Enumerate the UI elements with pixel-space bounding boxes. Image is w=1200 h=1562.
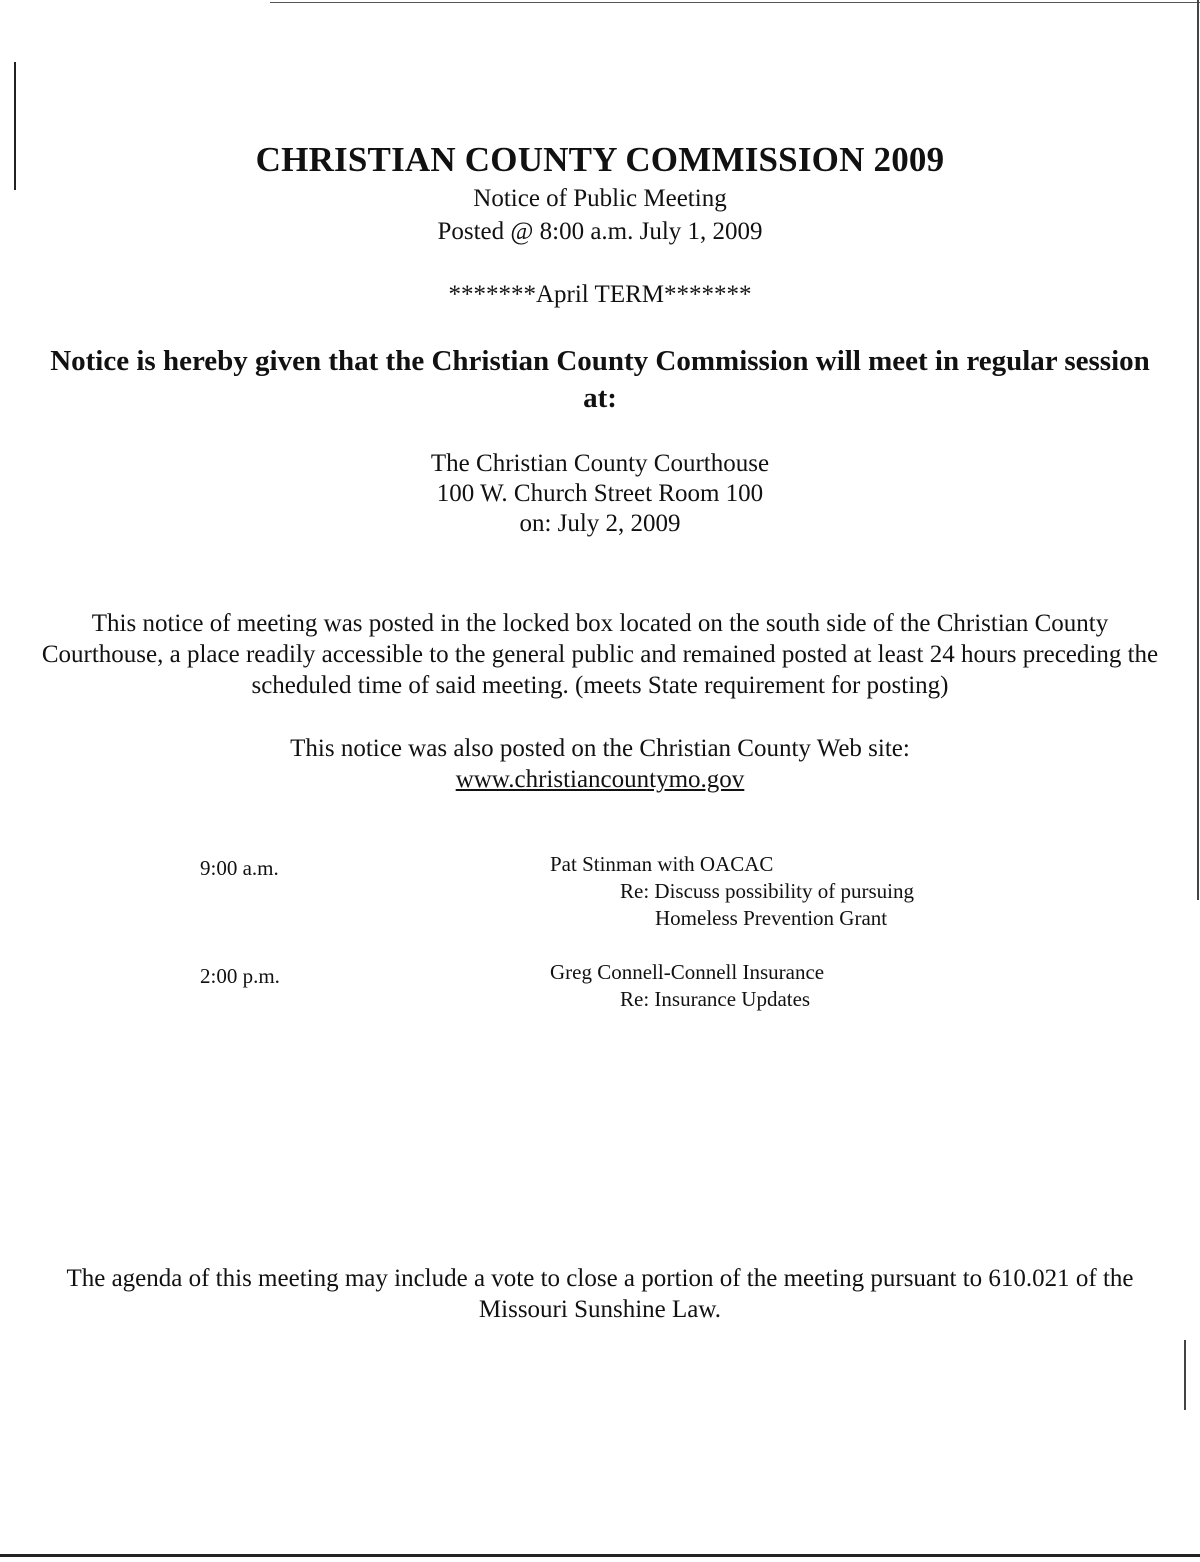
web-posting-line: This notice was also posted on the Christian County Web site: [290, 735, 910, 762]
location-date: on: July 2, 2009 [519, 510, 681, 537]
agenda-presenter: Greg Connell-Connell Insurance [550, 960, 825, 984]
scan-edge-right-lower [1184, 1340, 1186, 1410]
sunshine-law-note: The agenda of this meeting may include a vote to close a portion of the meeting pursuant to 610.021 of the Missouri Sunshine Law. [66, 1265, 1134, 1323]
posting-paragraph: This notice of meeting was posted in the locked box located on the south side of the Christian County Courthouse, a place readily accessible to the general public and remained posted at least 24 hours preceding the scheduled time of said meeting. (meets State requirement for posting) [41, 610, 1159, 699]
notice-statement: Notice is hereby given that the Christian County Commission will meet in regular session at: [50, 345, 1150, 414]
location-street: 100 W. Church Street Room 100 [436, 480, 764, 507]
agenda-presenter: Pat Stinman with OACAC [550, 852, 774, 876]
website-link[interactable]: www.christiancountymo.gov [455, 766, 745, 793]
agenda-topic: Re: Discuss possibility of pursuing [620, 879, 915, 903]
page-title: CHRISTIAN COUNTY COMMISSION 2009 [255, 140, 945, 179]
agenda-time: 9:00 a.m. [200, 856, 279, 880]
agenda-topic-continued: Homeless Prevention Grant [655, 906, 888, 930]
scan-edge-bottom [0, 1554, 1200, 1557]
page-subtitle: Notice of Public Meeting [473, 185, 727, 212]
scan-edge-top [270, 2, 1200, 3]
location-building: The Christian County Courthouse [430, 450, 770, 477]
term-label: *******April TERM******* [448, 281, 752, 308]
meeting-location [0, 449, 1200, 539]
agenda-topic: Re: Insurance Updates [620, 987, 811, 1011]
posted-time: Posted @ 8:00 a.m. July 1, 2009 [437, 218, 763, 245]
agenda-time: 2:00 p.m. [200, 964, 280, 988]
